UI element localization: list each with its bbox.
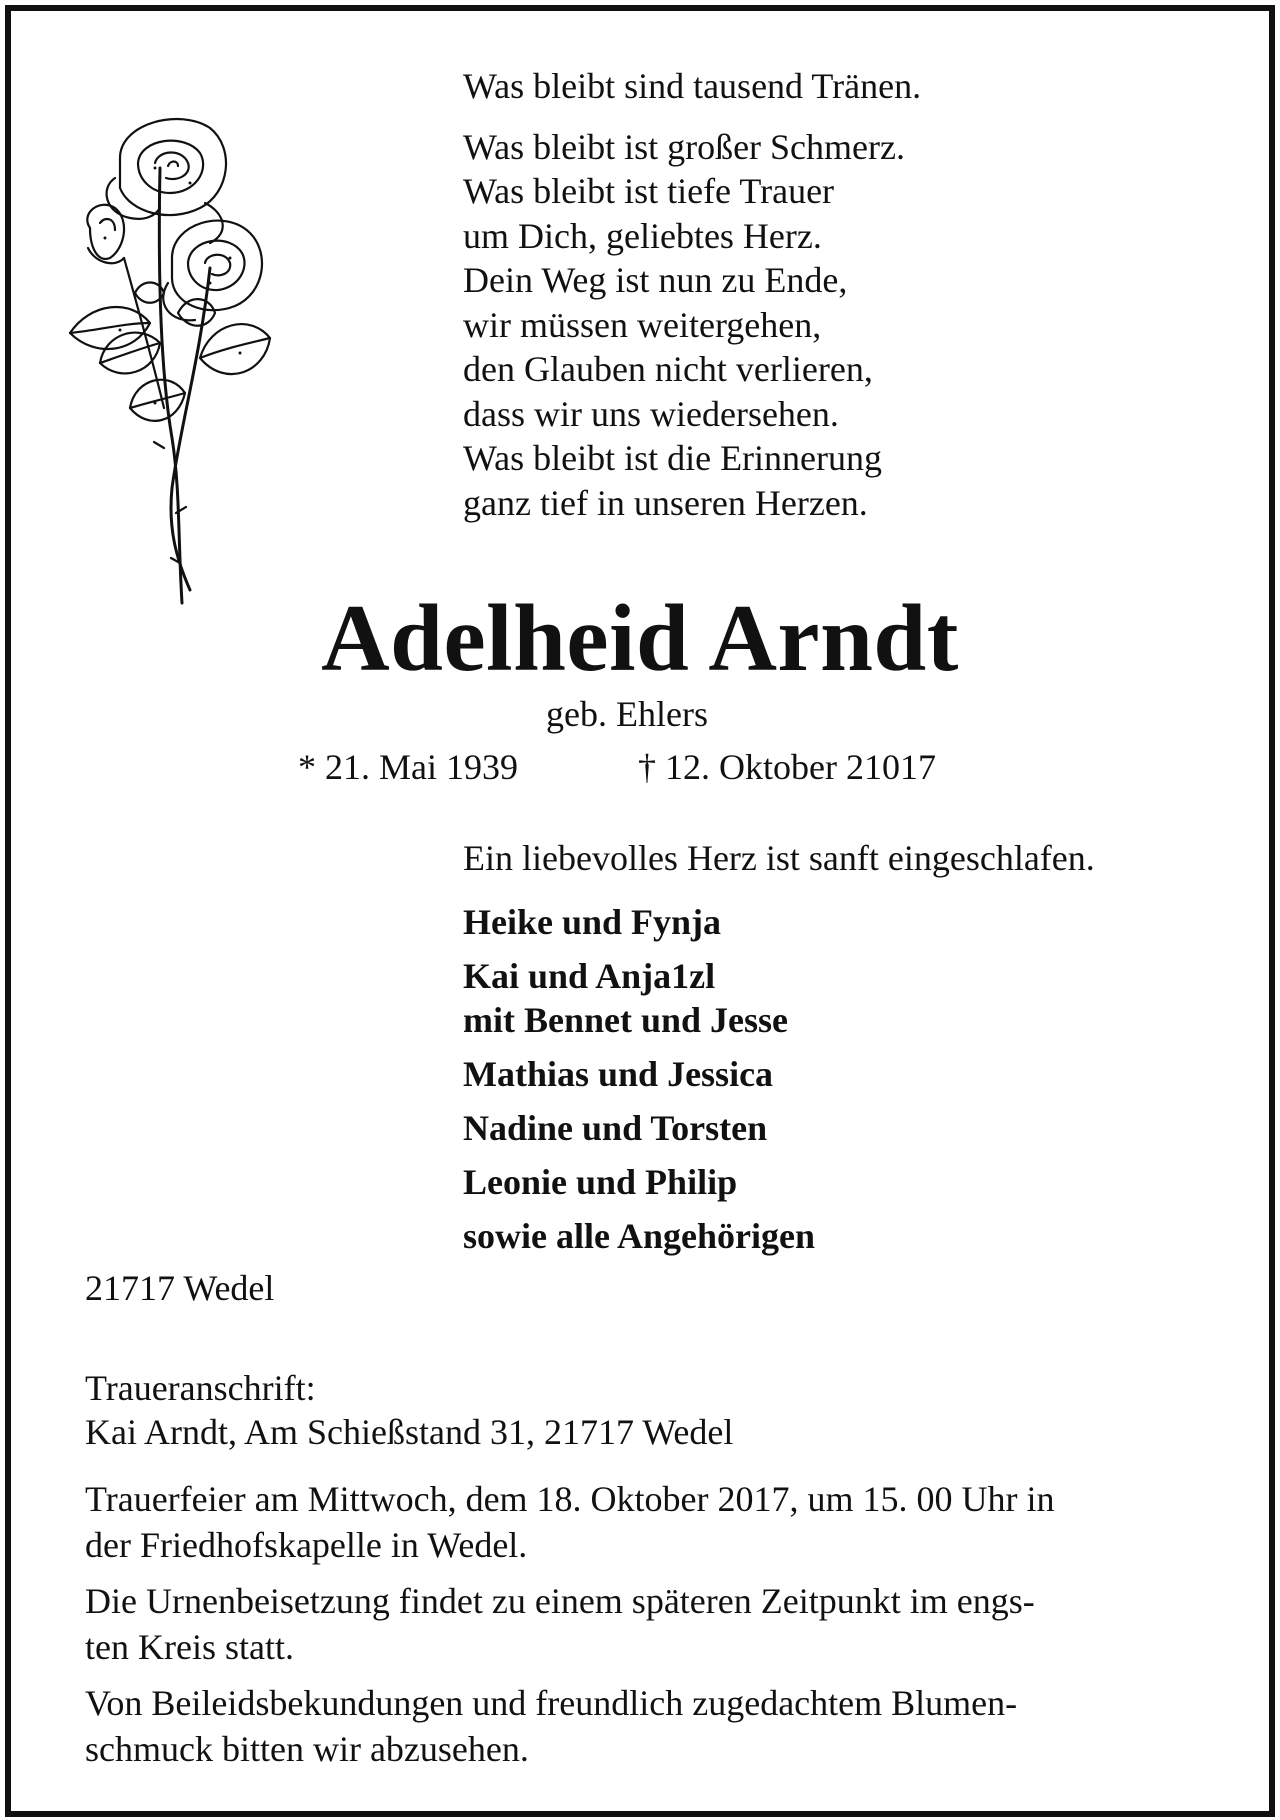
poem-first-line: Was bleibt sind tausend Tränen. <box>463 66 922 106</box>
death-date: † 12. Oktober 21017 <box>638 747 936 787</box>
urn-line: ten Kreis statt. <box>85 1627 294 1667</box>
poem-line: dass wir uns wiedersehen. <box>463 393 839 434</box>
condolences-line: schmuck bitten wir abzusehen. <box>85 1729 529 1769</box>
poem-line: um Dich, geliebtes Herz. <box>463 215 822 256</box>
poem <box>463 64 921 525</box>
urn-note <box>85 1578 1195 1670</box>
family-member: mit Bennet und Jesse <box>463 1000 789 1040</box>
deceased-name: Adelheid Arndt <box>321 585 959 691</box>
mourning-address <box>85 1366 733 1454</box>
poem-line: Was bleibt ist tiefe Trauer <box>463 171 835 211</box>
poem-line: Was bleibt ist großer Schmerz. <box>463 126 905 167</box>
family-member: sowie alle Angehörigen <box>463 1216 815 1256</box>
poem-line: Dein Weg ist nun zu Ende, <box>463 260 848 300</box>
address-label: Traueranschrift: <box>85 1368 316 1408</box>
poem-line: wir müssen weitergehen, <box>463 304 822 345</box>
urn-line: Die Urnenbeisetzung findet zu einem späteren Zeitpunkt im engs- <box>85 1581 1035 1621</box>
poem-line: den Glauben nicht verlieren, <box>463 349 873 389</box>
heart-line: Ein liebevolles Herz ist sanft eingeschlafen. <box>463 838 1095 878</box>
ceremony-line: der Friedhofskapelle in Wedel. <box>85 1525 528 1565</box>
poem-line: ganz tief in unseren Herzen. <box>463 482 868 523</box>
rose-icon <box>60 108 300 608</box>
birth-date: * 21. Mai 1939 <box>298 747 518 787</box>
condolences-note <box>85 1680 1195 1772</box>
family-member: Heike und Fynja <box>463 902 722 942</box>
family-member: Kai und Anja1zl <box>463 956 716 996</box>
family-list <box>463 900 815 1268</box>
place: 21717 Wedel <box>85 1268 275 1308</box>
maiden-name: geb. Ehlers <box>546 694 708 734</box>
family-member: Mathias und Jessica <box>463 1054 774 1094</box>
notes <box>85 1476 1195 1782</box>
ceremony-line: Trauerfeier am Mittwoch, dem 18. Oktober 2017, um 15. 00 Uhr in <box>85 1479 1055 1519</box>
condolences-line: Von Beileidsbekundungen und freundlich zugedachtem Blumen- <box>85 1683 1018 1723</box>
poem-line: Was bleibt ist die Erinnerung <box>463 438 883 478</box>
family-member: Leonie und Philip <box>463 1162 738 1202</box>
address-value: Kai Arndt, Am Schießstand 31, 21717 Wedel <box>85 1412 734 1452</box>
ceremony-note <box>85 1476 1195 1568</box>
family-member: Nadine und Torsten <box>463 1108 768 1148</box>
